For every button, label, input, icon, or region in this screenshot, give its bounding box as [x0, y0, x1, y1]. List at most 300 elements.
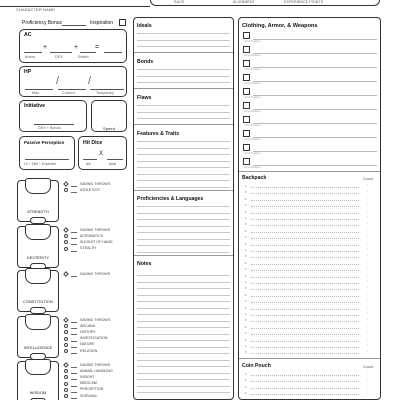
list-bullet: •: [245, 259, 247, 265]
passive-perception-title: Passive Perception: [24, 140, 65, 145]
passive-perception-field[interactable]: [25, 159, 69, 160]
list-item-field[interactable]: [251, 187, 359, 188]
list-bullet: •: [245, 215, 247, 220]
ability-name: WISDOM: [29, 391, 47, 395]
count-dot: ·: [367, 240, 369, 246]
ruled-line: [137, 141, 230, 142]
plus-sign: +: [74, 44, 79, 51]
ability-name: DEXTERITY: [26, 256, 50, 260]
ruled-line: [137, 252, 230, 253]
gear-item-caption: Armor/weapon: [244, 166, 261, 169]
ruled-line: [137, 46, 230, 47]
count-dot: ·: [367, 383, 369, 389]
experience-label: EXPERIENCE POINTS: [284, 0, 324, 4]
count-dot: ·: [367, 349, 369, 355]
ruled-line: [137, 82, 230, 83]
skill-label: SAVING THROWS: [80, 271, 111, 276]
ruled-line: [137, 379, 230, 380]
gear-item-caption: Armor/weapon: [244, 54, 261, 57]
ruled-line: [137, 366, 230, 367]
hit-dice-x: X: [99, 151, 104, 157]
list-bullet: •: [245, 279, 247, 284]
skill-bonus-field[interactable]: [71, 328, 77, 329]
proficiency-dot[interactable]: [64, 349, 68, 353]
list-bullet: •: [245, 240, 247, 246]
ability-score-badge[interactable]: [25, 178, 51, 194]
ability-name: CONSTITUTION: [23, 300, 53, 304]
list-item-field[interactable]: [251, 375, 359, 376]
skill-label: MEDICINE: [80, 381, 98, 386]
equals-sign: =: [95, 44, 100, 51]
list-item-field[interactable]: [251, 341, 359, 342]
proficiencies-languages-label: Proficiencies & Languages: [137, 196, 204, 202]
count-dot: ·: [367, 336, 369, 342]
ruled-line: [137, 360, 230, 361]
skill-label: ATHLETICS: [80, 187, 100, 192]
skill-bonus-field[interactable]: [71, 398, 77, 399]
header-scroll-frame: [150, 0, 380, 6]
gear-item-caption: Armor/weapon: [244, 110, 261, 113]
skill-label: INSIGHT: [80, 374, 95, 379]
character-name-label: CHARACTER NAME: [16, 7, 55, 12]
list-bullet: •: [245, 247, 247, 252]
skill-label: PERCEPTION: [80, 387, 104, 392]
skill-bonus-field[interactable]: [71, 276, 77, 277]
bonds-label: Bonds: [137, 59, 154, 65]
ruled-line: [137, 245, 230, 246]
gear-item-field[interactable]: [253, 39, 377, 40]
list-item-field[interactable]: [251, 251, 359, 252]
dex-field[interactable]: [50, 52, 72, 53]
list-item-field[interactable]: [251, 347, 359, 348]
equipped-checkbox[interactable]: [243, 130, 250, 137]
list-bullet: •: [245, 336, 247, 342]
list-item-field[interactable]: [251, 283, 359, 284]
skill-bonus-field[interactable]: [71, 232, 77, 233]
gear-item-field[interactable]: [253, 109, 377, 110]
list-bullet: •: [245, 234, 247, 240]
gear-item-caption: Armor/weapon: [244, 40, 261, 43]
proficiency-dot[interactable]: [64, 240, 68, 244]
hp-temporary-field[interactable]: [90, 89, 124, 90]
middle-column: [133, 17, 234, 400]
skill-bonus-field[interactable]: [71, 322, 77, 323]
skill-bonus-field[interactable]: [71, 353, 77, 354]
skill-label: ANIMAL HANDLING: [80, 368, 113, 373]
ruled-line: [137, 353, 230, 354]
list-bullet: •: [245, 221, 247, 227]
gear-item-caption: Armor/weapon: [244, 138, 261, 141]
gear-item-field[interactable]: [253, 81, 377, 82]
list-bullet: •: [245, 266, 247, 272]
ruled-line: [137, 386, 230, 387]
hit-dice-total-field[interactable]: [107, 159, 123, 160]
ability-score-badge[interactable]: [25, 224, 51, 240]
gear-item-caption: Armor/weapon: [244, 68, 261, 71]
list-item-field[interactable]: [251, 381, 359, 382]
ruled-line: [137, 206, 230, 207]
ruled-line: [137, 174, 230, 175]
list-item-field[interactable]: [251, 353, 359, 354]
count-dot: ·: [367, 195, 369, 201]
count-dot: ·: [367, 247, 369, 252]
skill-bonus-field[interactable]: [71, 251, 77, 252]
count-dot: ·: [367, 390, 369, 396]
ability-name: STRENGTH: [27, 210, 49, 214]
count-dot: ·: [367, 279, 369, 284]
list-item-field[interactable]: [251, 219, 359, 220]
ability-score-badge[interactable]: [25, 314, 51, 330]
list-item-field[interactable]: [251, 238, 359, 239]
proficiency-dot[interactable]: [64, 337, 68, 341]
skill-bonus-field[interactable]: [71, 373, 77, 374]
count-dot: ·: [367, 189, 369, 195]
count-dot: ·: [367, 304, 369, 310]
ruled-line: [137, 76, 230, 77]
ideals-label: Ideals: [137, 23, 152, 29]
ruled-line: [137, 112, 230, 113]
list-item-field[interactable]: [251, 315, 359, 316]
ruled-line: [137, 232, 230, 233]
equipped-checkbox[interactable]: [243, 46, 250, 53]
ruled-line: [137, 282, 230, 283]
skill-bonus-field[interactable]: [71, 367, 77, 368]
skill-bonus-field[interactable]: [71, 244, 77, 245]
list-item-field[interactable]: [251, 277, 359, 278]
count-dot: ·: [367, 266, 369, 272]
list-bullet: •: [245, 285, 247, 291]
list-bullet: •: [245, 317, 247, 323]
list-item-field[interactable]: [251, 321, 359, 322]
proficiency-dot[interactable]: [63, 181, 69, 187]
proficiency-dot[interactable]: [63, 271, 69, 277]
list-item-field[interactable]: [251, 270, 359, 271]
gear-item-field[interactable]: [253, 95, 377, 96]
list-bullet: •: [245, 227, 247, 233]
list-bullet: •: [245, 195, 247, 201]
ruled-line: [137, 154, 230, 155]
ability-name: INTELLIGENCE: [23, 346, 53, 350]
list-item-field[interactable]: [251, 328, 359, 329]
skill-bonus-field[interactable]: [71, 238, 77, 239]
ruled-line: [137, 347, 230, 348]
hp-max-field[interactable]: [25, 89, 53, 90]
list-item-field[interactable]: [251, 257, 359, 258]
hp-temporary-label: Temporary: [96, 91, 114, 95]
hit-dice-total-label: total: [109, 162, 117, 166]
proficiency-dot[interactable]: [64, 382, 68, 386]
list-item-field[interactable]: [251, 206, 359, 207]
ruled-line: [137, 321, 230, 322]
list-item-field[interactable]: [251, 289, 359, 290]
skill-bonus-field[interactable]: [71, 334, 77, 335]
backpack-count-label: Count: [363, 177, 374, 181]
gear-item-field[interactable]: [253, 123, 377, 124]
ruled-line: [137, 187, 230, 188]
proficiency-dot[interactable]: [64, 188, 68, 192]
ac-title: AC: [24, 32, 32, 38]
shield-field[interactable]: [80, 52, 96, 53]
ruled-line: [137, 180, 230, 181]
header-bar: [0, 0, 400, 14]
dex-label: DEX: [55, 55, 63, 59]
ruled-line: [137, 105, 230, 106]
proficiency-dot[interactable]: [64, 234, 68, 238]
skill-bonus-field[interactable]: [71, 347, 77, 348]
count-dot: ·: [367, 343, 369, 348]
proficiency-dot[interactable]: [64, 394, 68, 398]
flaws-label: Flaws: [137, 95, 152, 101]
list-item-field[interactable]: [251, 302, 359, 303]
proficiency-bonus-field[interactable]: [62, 25, 86, 26]
ruled-line: [137, 308, 230, 309]
hit-dice-die-label: die: [86, 162, 92, 166]
ruled-line: [137, 275, 230, 276]
initiative-box: [19, 100, 87, 132]
count-dot: ·: [367, 234, 369, 240]
list-bullet: •: [245, 349, 247, 355]
features-traits-label: Features & Traits: [137, 131, 180, 137]
count-dot: ·: [367, 202, 369, 208]
ruled-line: [137, 213, 230, 214]
skill-label: NATURE: [80, 342, 95, 347]
hp-box: [19, 66, 127, 97]
ability-score-badge[interactable]: [25, 268, 51, 284]
hit-dice-die-field[interactable]: [83, 159, 97, 160]
hit-dice-box: [78, 136, 127, 170]
ability-modifier[interactable]: [30, 307, 46, 314]
hp-title: HP: [24, 69, 32, 75]
gear-item-field[interactable]: [253, 53, 377, 54]
count-dot: ·: [367, 371, 369, 376]
initiative-sub: DEX + Bonus: [38, 126, 61, 130]
ruled-line: [137, 334, 230, 335]
count-dot: ·: [367, 208, 369, 214]
proficiency-dot[interactable]: [64, 247, 68, 251]
count-dot: ·: [367, 298, 369, 304]
equipped-checkbox[interactable]: [243, 32, 250, 39]
list-bullet: •: [245, 183, 247, 188]
passive-perception-box: [19, 136, 75, 170]
count-dot: ·: [367, 311, 369, 316]
proficiency-dot[interactable]: [64, 324, 68, 328]
skill-label: RELIGION: [80, 348, 98, 353]
proficiency-dot[interactable]: [64, 388, 68, 392]
count-dot: ·: [367, 323, 369, 329]
proficiency-dot[interactable]: [64, 330, 68, 334]
list-bullet: •: [245, 343, 247, 348]
list-item-field[interactable]: [251, 225, 359, 226]
race-label: RACE: [174, 0, 185, 4]
alignment-label: ALIGNMENT: [233, 0, 255, 4]
skill-bonus-field[interactable]: [71, 186, 77, 187]
ruled-line: [137, 288, 230, 289]
list-bullet: •: [245, 304, 247, 310]
ability-block-wisdom: [17, 361, 129, 400]
speed-label: Speed: [103, 126, 116, 131]
count-dot: ·: [367, 330, 369, 336]
proficiency-dot[interactable]: [63, 317, 69, 323]
ruled-line: [137, 118, 230, 119]
count-dot: ·: [367, 215, 369, 220]
shield-label: Shield: [78, 55, 89, 59]
ability-modifier[interactable]: [30, 217, 46, 224]
skill-label: SURVIVAL: [80, 393, 98, 398]
list-bullet: •: [245, 208, 247, 214]
proficiency-dot[interactable]: [64, 375, 68, 379]
ruled-line: [137, 239, 230, 240]
proficiency-dot[interactable]: [63, 362, 69, 368]
ruled-line: [137, 340, 230, 341]
hp-separator: /: [56, 75, 60, 87]
ruled-line: [137, 161, 230, 162]
list-item-field[interactable]: [251, 334, 359, 335]
hp-current-field[interactable]: [58, 89, 86, 90]
passive-perception-sub: 10 + Skill + Expertise: [24, 162, 57, 166]
gear-item-caption: Armor/weapon: [244, 96, 261, 99]
ability-block-intelligence: [17, 316, 129, 360]
skill-label: SAVING THROWS: [80, 362, 111, 367]
ruled-line: [137, 167, 230, 168]
count-dot: ·: [367, 253, 369, 259]
armor-field[interactable]: [24, 52, 42, 53]
skill-bonus-field[interactable]: [71, 192, 77, 193]
skill-label: HISTORY: [80, 329, 96, 334]
count-dot: ·: [367, 285, 369, 291]
ruled-line: [137, 40, 230, 41]
notes-label: Notes: [137, 261, 152, 267]
skill-label: INVESTIGATION: [80, 336, 108, 341]
skill-label: SAVING THROWS: [80, 227, 111, 232]
hit-dice-title: Hit Dice: [83, 140, 103, 146]
equipped-checkbox[interactable]: [243, 88, 250, 95]
list-bullet: •: [245, 298, 247, 304]
list-item-field[interactable]: [251, 193, 359, 194]
equipped-checkbox[interactable]: [243, 102, 250, 109]
ruled-line: [137, 69, 230, 70]
list-bullet: •: [245, 202, 247, 208]
skill-label: SLEIGHT OF HAND: [80, 239, 113, 244]
list-item-field[interactable]: [251, 309, 359, 310]
speed-box: [91, 100, 127, 132]
equipped-checkbox[interactable]: [243, 74, 250, 81]
list-item-field[interactable]: [251, 245, 359, 246]
ability-block-constitution: [17, 270, 129, 314]
gear-item-field[interactable]: [253, 67, 377, 68]
skill-bonus-field[interactable]: [71, 392, 77, 393]
skill-label: SAVING THROWS: [80, 317, 111, 322]
list-bullet: •: [245, 272, 247, 278]
ruled-line: [137, 295, 230, 296]
list-item-field[interactable]: [251, 264, 359, 265]
count-dot: ·: [367, 183, 369, 188]
list-item-field[interactable]: [251, 213, 359, 214]
list-item-field[interactable]: [251, 388, 359, 389]
ruled-line: [137, 33, 230, 34]
inspiration-label: Inspiration: [90, 20, 114, 26]
count-dot: ·: [367, 377, 369, 383]
ruled-line: [137, 219, 230, 220]
plus-sign: +: [43, 44, 48, 51]
equipped-checkbox[interactable]: [243, 60, 250, 67]
skill-label: STEALTH: [80, 246, 96, 251]
skill-bonus-field[interactable]: [71, 379, 77, 380]
coin-pouch-label: Coin Pouch: [242, 363, 271, 369]
coin-pouch-count-label: Count: [363, 365, 374, 369]
list-bullet: •: [245, 396, 247, 400]
count-dot: ·: [367, 317, 369, 323]
list-item-field[interactable]: [251, 394, 359, 395]
ruled-line: [137, 314, 230, 315]
equipped-checkbox[interactable]: [243, 144, 250, 151]
hp-max-label: Max: [32, 91, 40, 95]
ruled-line: [137, 301, 230, 302]
count-dot: ·: [367, 259, 369, 265]
proficiency-bonus-label: Proficiency Bonus: [22, 20, 63, 26]
list-bullet: •: [245, 291, 247, 297]
skill-bonus-field[interactable]: [71, 386, 77, 387]
hp-separator: /: [88, 75, 92, 87]
gear-item-caption: Armor/weapon: [244, 82, 261, 85]
count-dot: ·: [367, 227, 369, 233]
ac-total-field[interactable]: [104, 52, 122, 53]
hp-current-label: Current: [62, 91, 75, 95]
gear-item-field[interactable]: [253, 151, 377, 152]
count-dot: ·: [367, 291, 369, 297]
proficiency-dot[interactable]: [64, 369, 68, 373]
list-bullet: •: [245, 390, 247, 396]
ability-block-strength: [17, 180, 129, 224]
list-bullet: •: [245, 330, 247, 336]
skill-label: SAVING THROWS: [80, 181, 111, 186]
list-bullet: •: [245, 189, 247, 195]
skill-label: ACROBATICS: [80, 233, 104, 238]
skill-bonus-field[interactable]: [71, 341, 77, 342]
list-bullet: •: [245, 311, 247, 316]
ability-score-badge[interactable]: [25, 359, 51, 375]
ability-block-dexterity: [17, 226, 129, 270]
right-column: [238, 17, 381, 400]
ruled-line: [137, 373, 230, 374]
ruled-line: [137, 327, 230, 328]
count-dot: ·: [367, 272, 369, 278]
ruled-line: [137, 226, 230, 227]
backpack-label: Backpack: [242, 175, 267, 181]
gear-item-field[interactable]: [253, 137, 377, 138]
gear-item-caption: Armor/weapon: [244, 124, 261, 127]
equipped-checkbox[interactable]: [243, 158, 250, 165]
proficiency-dot[interactable]: [63, 227, 69, 233]
equipped-checkbox[interactable]: [243, 116, 250, 123]
inspiration-checkbox[interactable]: [119, 19, 126, 26]
armor-label: Armor: [25, 55, 36, 59]
list-bullet: •: [245, 253, 247, 259]
list-item-field[interactable]: [251, 296, 359, 297]
list-bullet: •: [245, 377, 247, 383]
ruled-line: [137, 148, 230, 149]
list-item-field[interactable]: [251, 200, 359, 201]
proficiency-dot[interactable]: [64, 343, 68, 347]
skill-label: ARCANA: [80, 323, 95, 328]
list-bullet: •: [245, 371, 247, 376]
count-dot: ·: [367, 396, 369, 400]
gear-item-field[interactable]: [253, 165, 377, 166]
list-bullet: •: [245, 383, 247, 389]
initiative-field[interactable]: [34, 124, 74, 125]
list-item-field[interactable]: [251, 232, 359, 233]
gear-item-caption: Armor/weapon: [244, 152, 261, 155]
list-bullet: •: [245, 323, 247, 329]
